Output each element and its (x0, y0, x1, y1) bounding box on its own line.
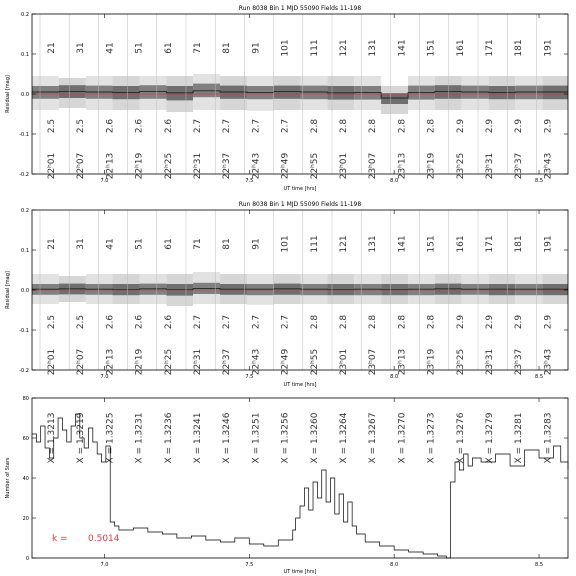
y-tick-label: -0.2 (19, 172, 29, 178)
x-tick-label: 8.5 (535, 178, 544, 184)
airmass-label: 2.5 (76, 314, 87, 330)
ut-label: 22ʰ25 (163, 348, 174, 376)
k-value: 0.5014 (88, 534, 120, 544)
field-label: 81 (222, 238, 233, 250)
x-tick-label: 8.0 (390, 178, 399, 184)
residual-panel-middle (5, 201, 568, 388)
ut-label: 22ʰ31 (193, 152, 203, 180)
airmass-label: 2.8 (309, 118, 320, 134)
field-label: 111 (309, 39, 320, 57)
field-label: 161 (455, 39, 466, 57)
airmass-label: 2.6 (134, 314, 145, 330)
ut-label: 22ʰ55 (309, 152, 320, 180)
ut-label: 23ʰ01 (339, 348, 349, 376)
airmass-x-label: X = 1.3260 (309, 412, 320, 464)
inner-band (274, 86, 301, 99)
k-label: k = (52, 534, 68, 544)
field-label: 131 (368, 39, 379, 57)
airmass-label: 2.9 (514, 314, 525, 330)
ut-label: 23ʰ01 (339, 152, 349, 180)
ut-label: 22ʰ01 (47, 348, 57, 376)
field-label: 21 (47, 238, 57, 250)
airmass-x-label: X = 1.3236 (163, 412, 174, 464)
ut-label: 22ʰ37 (222, 348, 233, 376)
x-tick-label: 8.5 (535, 562, 544, 568)
ut-label: 23ʰ37 (514, 152, 525, 180)
airmass-label: 2.9 (455, 118, 466, 134)
airmass-label: 2.7 (222, 118, 233, 134)
field-label: 51 (134, 42, 145, 54)
y-tick-label: 40 (22, 476, 29, 482)
ut-label: 23ʰ43 (543, 348, 554, 376)
airmass-label: 2.5 (47, 314, 57, 330)
field-label: 151 (426, 235, 437, 253)
field-label: 151 (426, 39, 437, 57)
ut-label: 23ʰ31 (485, 152, 495, 180)
ut-label: 22ʰ13 (105, 152, 116, 180)
airmass-label: 2.9 (455, 314, 466, 330)
ut-label: 22ʰ49 (280, 152, 291, 180)
airmass-label: 2.5 (76, 118, 87, 134)
airmass-label: 2.6 (163, 118, 174, 134)
field-label: 31 (76, 238, 87, 250)
field-label: 41 (105, 238, 116, 250)
field-annotations (47, 235, 553, 375)
field-label: 101 (280, 235, 291, 253)
ut-label: 23ʰ19 (426, 348, 437, 376)
ut-label: 23ʰ07 (368, 152, 379, 180)
x-tick-label: 7.5 (245, 562, 254, 568)
field-label: 141 (397, 39, 408, 57)
airmass-label: 2.7 (251, 314, 262, 330)
airmass-label: 2.9 (543, 118, 554, 134)
residual-bands (32, 272, 568, 306)
y-tick-label: 0.2 (21, 208, 29, 214)
ut-label: 23ʰ13 (397, 152, 408, 180)
inner-band (381, 93, 408, 104)
x-tick-label: 8.0 (390, 374, 399, 380)
airmass-x-label: X = 1.3231 (134, 412, 145, 464)
ut-label: 22ʰ49 (280, 348, 291, 376)
ut-label: 23ʰ37 (514, 348, 525, 376)
airmass-x-label: X = 1.3256 (280, 412, 291, 464)
airmass-label: 2.6 (105, 118, 116, 134)
x-tick-label: 7.0 (100, 562, 109, 568)
field-label: 141 (397, 235, 408, 253)
field-label: 131 (368, 235, 379, 253)
airmass-label: 2.6 (134, 118, 145, 134)
residual-bands (32, 74, 568, 114)
y-axis-label: Residual [mag] (5, 271, 11, 309)
airmass-annotations (47, 412, 553, 463)
field-label: 191 (543, 235, 554, 253)
field-label: 91 (251, 238, 262, 250)
airmass-label: 2.9 (514, 118, 525, 134)
airmass-x-label: X = 1.3267 (368, 412, 379, 464)
y-axis-label: Number of Stars (5, 457, 11, 499)
x-axis-label: UT time [hrs] (283, 382, 317, 388)
ut-label: 23ʰ43 (543, 152, 554, 180)
y-tick-label: 80 (22, 396, 29, 402)
airmass-x-label: X = 1.3251 (251, 412, 262, 464)
ut-label: 22ʰ31 (193, 348, 203, 376)
y-tick-label: 0.0 (21, 92, 29, 98)
airmass-x-label: X = 1.3225 (105, 412, 116, 464)
y-tick-label: -0.1 (19, 132, 29, 138)
ut-label: 22ʰ01 (47, 152, 57, 180)
ut-label: 23ʰ25 (455, 348, 466, 376)
field-label: 31 (76, 42, 87, 54)
x-tick-label: 7.0 (100, 178, 109, 184)
field-label: 121 (339, 235, 349, 253)
y-tick-label: 0.1 (21, 52, 29, 58)
airmass-label: 2.7 (222, 314, 233, 330)
x-tick-label: 7.5 (245, 374, 254, 380)
field-label: 111 (309, 235, 320, 253)
field-label: 71 (193, 42, 203, 54)
field-label: 171 (485, 235, 495, 253)
ut-label: 23ʰ25 (455, 152, 466, 180)
airmass-label: 2.7 (251, 118, 262, 134)
airmass-x-label: X = 1.3283 (543, 412, 554, 464)
field-label: 191 (543, 39, 554, 57)
y-axis-label: Residual [mag] (5, 75, 11, 113)
y-tick-label: 0.1 (21, 248, 29, 254)
star-count-panel (5, 396, 568, 575)
x-tick-label: 8.0 (390, 562, 399, 568)
ut-label: 23ʰ31 (485, 348, 495, 376)
airmass-label: 2.7 (280, 314, 291, 330)
y-tick-label: 0.2 (21, 12, 29, 18)
airmass-label: 2.8 (426, 118, 437, 134)
airmass-x-label: X = 1.3276 (455, 412, 466, 464)
ut-label: 22ʰ19 (134, 152, 145, 180)
x-axis-label: UT time [hrs] (283, 569, 317, 575)
field-label: 41 (105, 42, 116, 54)
airmass-x-label: X = 1.3246 (222, 412, 233, 464)
airmass-x-label: X = 1.3281 (514, 412, 525, 464)
ut-label: 23ʰ13 (397, 348, 408, 376)
field-label: 161 (455, 235, 466, 253)
field-label: 61 (163, 42, 174, 54)
ut-label: 22ʰ43 (251, 348, 262, 376)
ut-label: 22ʰ19 (134, 348, 145, 376)
airmass-x-label: X = 1.3264 (339, 412, 349, 464)
airmass-label: 2.8 (368, 314, 379, 330)
airmass-label: 2.7 (193, 118, 203, 134)
panel-title: Run 8038 Bin 1 MJD 55090 Fields 11-198 (238, 201, 362, 208)
airmass-label: 2.9 (485, 314, 495, 330)
ut-label: 22ʰ43 (251, 152, 262, 180)
airmass-label: 2.5 (47, 118, 57, 134)
field-label: 171 (485, 39, 495, 57)
field-label: 91 (251, 42, 262, 54)
airmass-label: 2.9 (485, 118, 495, 134)
airmass-x-label: X = 1.3270 (397, 412, 408, 464)
airmass-label: 2.8 (339, 314, 349, 330)
x-tick-label: 7.0 (100, 374, 109, 380)
field-label: 51 (134, 238, 145, 250)
airmass-x-label: X = 1.3279 (485, 412, 495, 464)
field-label: 101 (280, 39, 291, 57)
airmass-label: 2.8 (309, 314, 320, 330)
field-label: 71 (193, 238, 203, 250)
field-label: 81 (222, 42, 233, 54)
y-tick-label: 0 (25, 556, 29, 562)
ut-label: 22ʰ37 (222, 152, 233, 180)
ut-label: 23ʰ07 (368, 348, 379, 376)
y-tick-label: 60 (22, 436, 29, 442)
panel-title: Run 8038 Bin 1 MJD 55090 Fields 11-198 (238, 5, 362, 12)
airmass-label: 2.8 (368, 118, 379, 134)
field-label: 21 (47, 42, 57, 54)
airmass-label: 2.8 (426, 314, 437, 330)
ut-label: 22ʰ25 (163, 152, 174, 180)
airmass-label: 2.7 (280, 118, 291, 134)
field-label: 121 (339, 39, 349, 57)
airmass-x-label: X = 1.3273 (426, 412, 437, 464)
field-label: 181 (514, 39, 525, 57)
field-label: 61 (163, 238, 174, 250)
ut-label: 22ʰ07 (76, 152, 87, 180)
airmass-x-label: X = 1.3213 (47, 412, 57, 464)
y-tick-label: -0.2 (19, 368, 29, 374)
airmass-label: 2.7 (193, 314, 203, 330)
x-tick-label: 8.5 (535, 374, 544, 380)
airmass-x-label: X = 1.3219 (76, 412, 87, 464)
residual-panel-top (5, 5, 568, 192)
y-tick-label: 0.0 (21, 288, 29, 294)
ut-label: 22ʰ13 (105, 348, 116, 376)
ut-label: 22ʰ07 (76, 348, 87, 376)
x-tick-label: 7.5 (245, 178, 254, 184)
field-label: 181 (514, 235, 525, 253)
ut-label: 23ʰ19 (426, 152, 437, 180)
airmass-label: 2.8 (397, 314, 408, 330)
airmass-label: 2.9 (543, 314, 554, 330)
y-tick-label: 20 (22, 516, 29, 522)
airmass-label: 2.6 (105, 314, 116, 330)
airmass-x-label: X = 1.3241 (193, 412, 203, 464)
airmass-label: 2.8 (397, 118, 408, 134)
y-tick-label: -0.1 (19, 328, 29, 334)
airmass-label: 2.6 (163, 314, 174, 330)
ut-label: 22ʰ55 (309, 348, 320, 376)
x-axis-label: UT time [hrs] (283, 186, 317, 192)
airmass-label: 2.8 (339, 118, 349, 134)
